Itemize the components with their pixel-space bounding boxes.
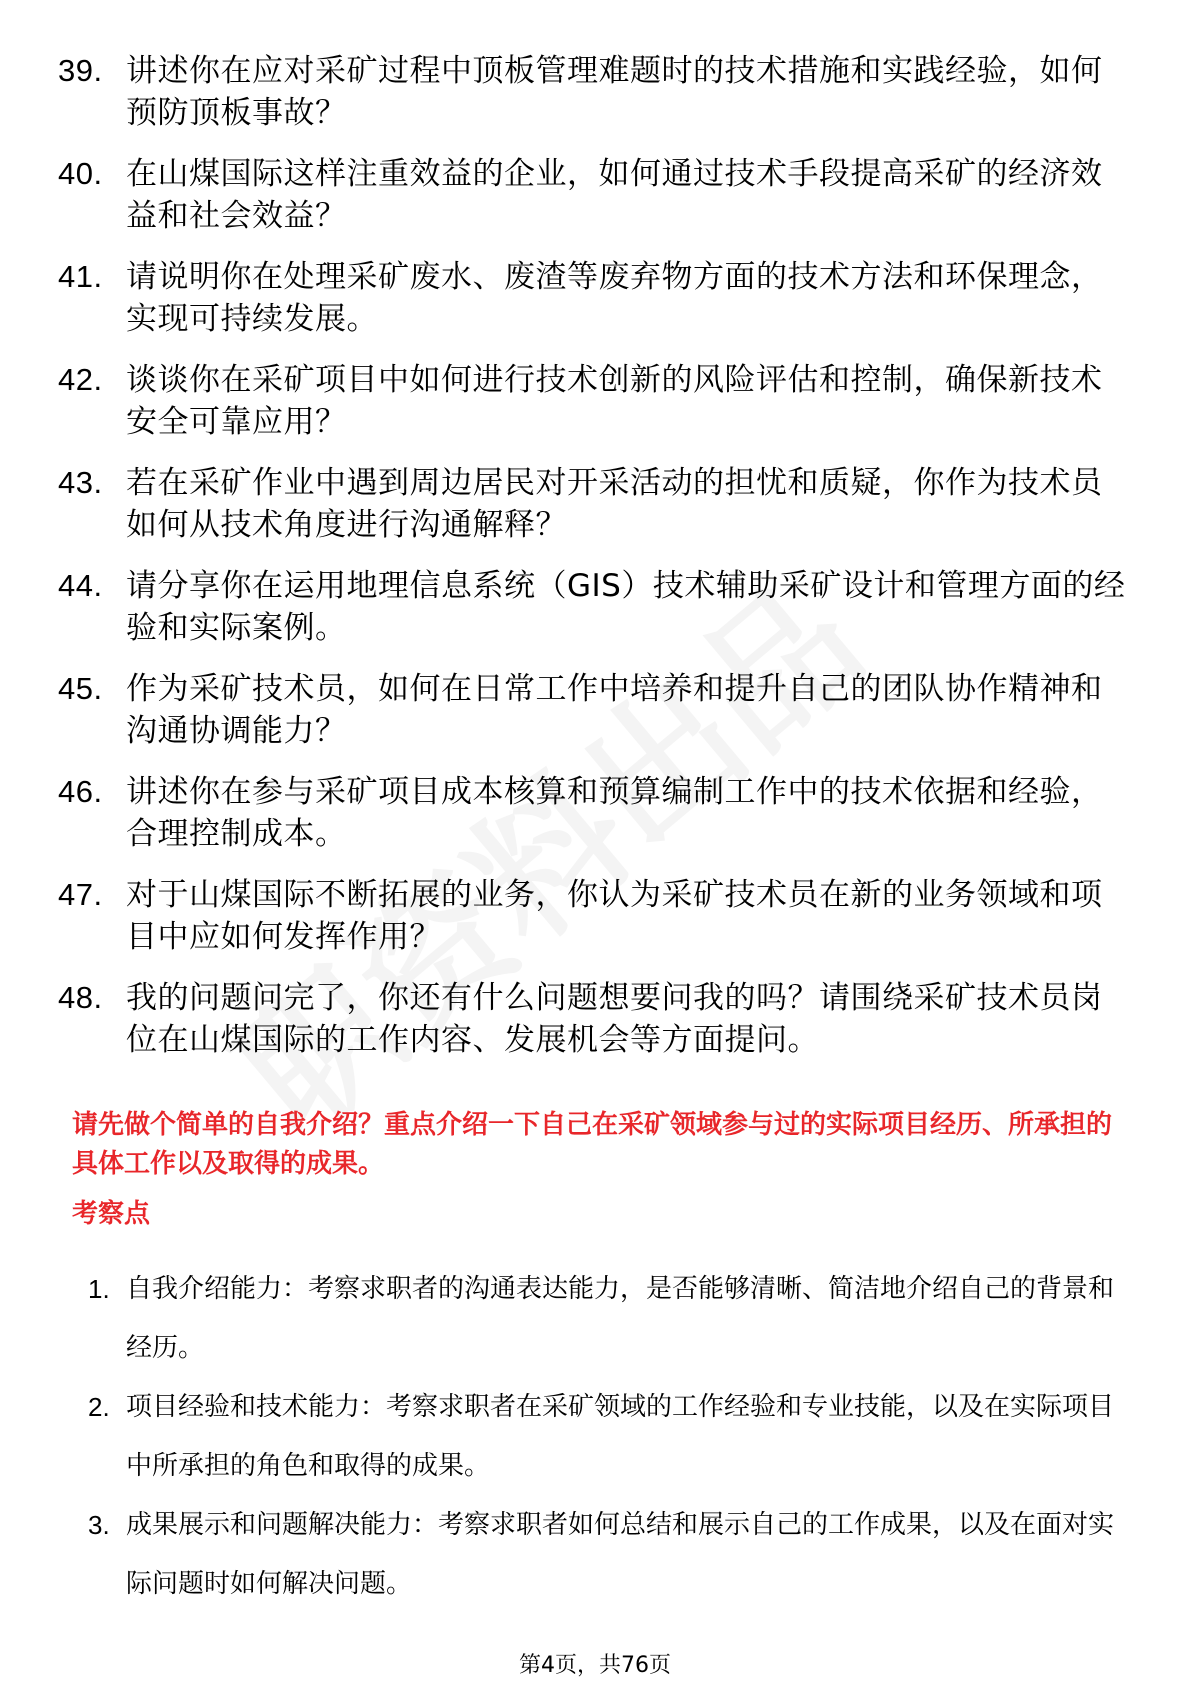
question-number: 45.: [58, 671, 103, 706]
question-text: 若在采矿作业中遇到周边居民对开采活动的担忧和质疑，你作为技术员如何从技术角度进行沟通解释？: [126, 465, 1103, 543]
question-item: [58, 50, 1128, 134]
question-number: 46.: [58, 774, 103, 809]
question-item: [58, 977, 1128, 1061]
question-text: 对于山煤国际不断拓展的业务，你认为采矿技术员在新的业务领域和项目中应如何发挥作用？: [126, 877, 1103, 955]
assessment-point: [88, 1496, 1128, 1614]
point-text: 项目经验和技术能力：考察求职者在采矿领域的工作经验和专业技能，以及在实际项目中所承担的角色和取得的成果。: [126, 1392, 1115, 1481]
question-number: 44.: [58, 568, 103, 603]
question-text: 我的问题问完了，你还有什么问题想要问我的吗？请围绕采矿技术员岗位在山煤国际的工作内容、发展机会等方面提问。: [126, 980, 1103, 1058]
question-number: 42.: [58, 362, 103, 397]
point-number: 2.: [88, 1392, 110, 1422]
question-number: 39.: [58, 53, 103, 88]
assessment-point: [88, 1260, 1128, 1378]
question-number: 47.: [58, 877, 103, 912]
question-item: [58, 462, 1128, 546]
question-list: [58, 50, 1128, 1080]
question-item: [58, 359, 1128, 443]
question-text: 请分享你在运用地理信息系统（GIS）技术辅助采矿设计和管理方面的经验和实际案例。: [126, 568, 1126, 646]
question-item: [58, 874, 1128, 958]
point-number: 3.: [88, 1510, 110, 1540]
question-item: [58, 771, 1128, 855]
point-number: 1.: [88, 1274, 110, 1304]
question-number: 48.: [58, 980, 103, 1015]
point-text: 自我介绍能力：考察求职者的沟通表达能力，是否能够清晰、简洁地介绍自己的背景和经历。: [126, 1274, 1115, 1363]
question-item: [58, 565, 1128, 649]
section-title: 考察点: [72, 1199, 151, 1229]
question-number: 40.: [58, 156, 103, 191]
question-item: [58, 153, 1128, 237]
question-number: 43.: [58, 465, 103, 500]
point-text: 成果展示和问题解决能力：考察求职者如何总结和展示自己的工作成果，以及在面对实际问题时如何解决问题。: [126, 1510, 1115, 1599]
question-number: 41.: [58, 259, 103, 294]
question-text: 请说明你在处理采矿废水、废渣等废弃物方面的技术方法和环保理念，实现可持续发展。: [126, 259, 1103, 337]
highlight-question: 请先做个简单的自我介绍？重点介绍一下自己在采矿领域参与过的实际项目经历、所承担的具体工作以及取得的成果。: [72, 1110, 1113, 1179]
question-text: 讲述你在应对采矿过程中顶板管理难题时的技术措施和实践经验，如何预防顶板事故？: [126, 53, 1103, 131]
question-item: [58, 668, 1128, 752]
page-footer: 第4页，共76页: [519, 1653, 671, 1678]
question-item: [58, 256, 1128, 340]
question-text: 在山煤国际这样注重效益的企业，如何通过技术手段提高采矿的经济效益和社会效益？: [126, 156, 1103, 234]
question-text: 讲述你在参与采矿项目成本核算和预算编制工作中的技术依据和经验，合理控制成本。: [126, 774, 1103, 852]
question-text: 谈谈你在采矿项目中如何进行技术创新的风险评估和控制，确保新技术安全可靠应用？: [126, 362, 1103, 440]
question-text: 作为采矿技术员，如何在日常工作中培养和提升自己的团队协作精神和沟通协调能力？: [126, 671, 1103, 749]
assessment-points-list: [88, 1260, 1128, 1614]
assessment-point: [88, 1378, 1128, 1496]
